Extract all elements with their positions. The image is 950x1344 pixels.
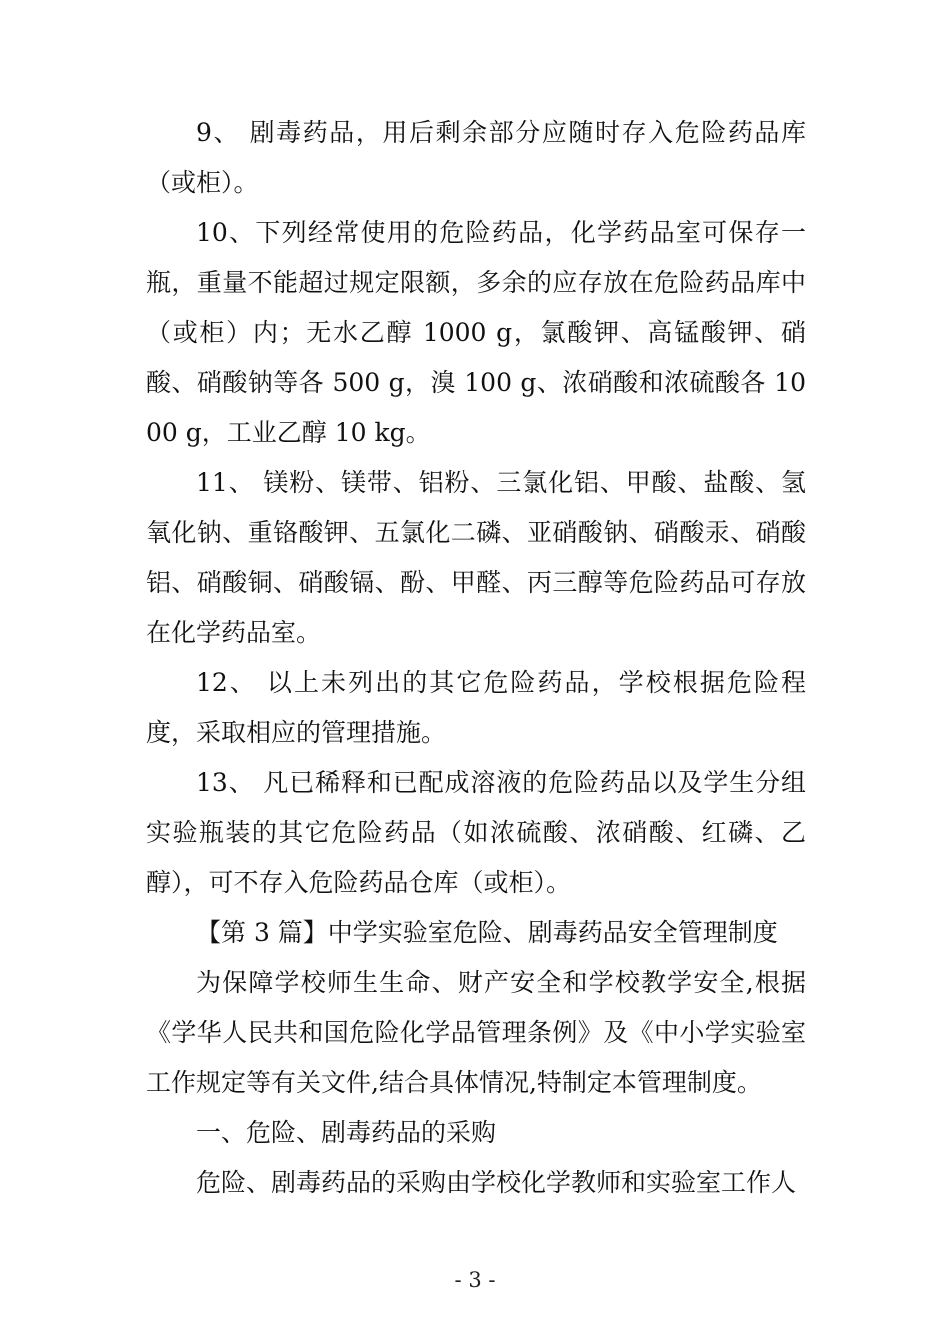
document-body — [146, 108, 806, 1208]
section-heading-part-3: 【第 3 篇】中学实验室危险、剧毒药品安全管理制度 — [196, 918, 778, 947]
subheading-procurement: 一、危险、剧毒药品的采购 — [196, 1118, 497, 1147]
paragraph-item-9: 9、 剧毒药品，用后剩余部分应随时存入危险药品库（或柜）。 — [146, 118, 806, 197]
paragraph-item-12: 12、 以上未列出的其它危险药品，学校根据危险程度，采取相应的管理措施。 — [146, 668, 806, 747]
paragraph-item-13: 13、 凡已稀释和已配成溶液的危险药品以及学生分组实验瓶装的其它危险药品（如浓硫酸、浓硝酸、红磷、乙醇），可不存入危险药品仓库（或柜）。 — [146, 768, 806, 897]
paragraph-item-11: 11、 镁粉、镁带、铝粉、三氯化铝、甲酸、盐酸、氢氧化钠、重铬酸钾、五氯化二磷、亚硝酸钠、硝酸汞、硝酸铝、硝酸铜、硝酸镉、酚、甲醛、丙三醇等危险药品可存放在化学药品室。 — [146, 468, 806, 647]
paragraph-intro: 为保障学校师生生命、财产安全和学校教学安全,根据《学华人民共和国危险化学品管理条例》及《中小学实验室工作规定等有关文件,结合具体情况,特制定本管理制度。 — [146, 968, 806, 1097]
paragraph-item-10: 10、下列经常使用的危险药品，化学药品室可保存一瓶，重量不能超过规定限额，多余的应存放在危险药品库中（或柜）内；无水乙醇 1000 g，氯酸钾、高锰酸钾、硝酸、硝酸钠等各 500 g，溴 100 g、浓硝酸和浓硫酸各 1000 g，工业乙醇 10 kg。 — [146, 218, 806, 447]
paragraph-procurement: 危险、剧毒药品的采购由学校化学教师和实验室工作人 — [196, 1168, 797, 1197]
page-number: - 3 - — [454, 1268, 496, 1292]
